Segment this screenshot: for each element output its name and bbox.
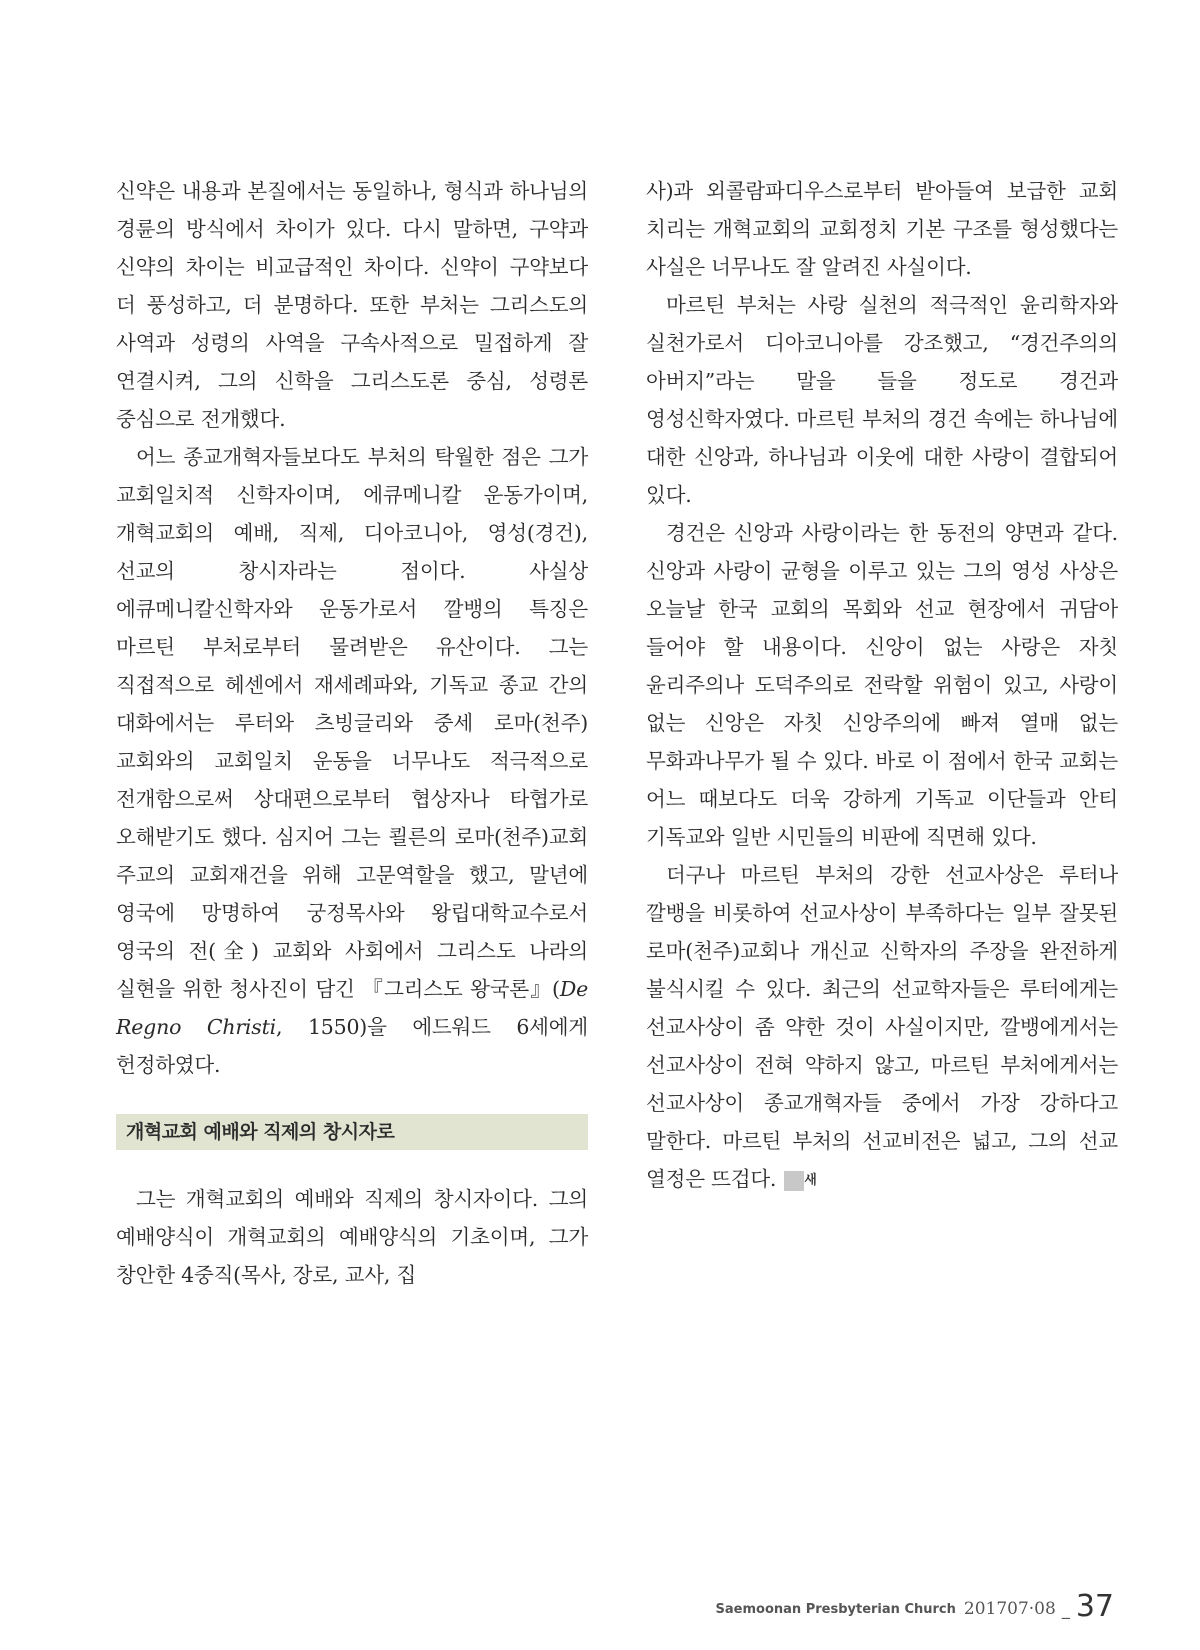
footer-separator: _ [1061,1600,1070,1619]
page-footer [715,1589,1114,1624]
paragraph-text: 신약은 내용과 본질에서는 동일하나, 형식과 하나님의 경륜의 방식에서 차이가 있다. 다시 말하면, 구약과 신약의 차이는 비교급적인 차이다. 신약이 구약보다 더 풍성하고, 더 분명하다. 또한 부처는 그리스도의 사역과 성령의 사역을 구속사적으로 밀접하게 잘 연결시켜, 그의 신학을 그리스도론 중심, 성령론 중심으로 전개했다. [116,179,588,431]
book-title-latin: De Regno Christi [116,977,588,1039]
paragraph-text: 경건은 신앙과 사랑이라는 한 동전의 양면과 같다. 신앙과 사랑이 균형을 이루고 있는 그의 영성 사상은 오늘날 한국 교회의 목회와 선교 현장에서 귀담아 들어야 할 내용이다. 신앙이 없는 사랑은 자칫 윤리주의나 도덕주의로 전락할 위험이 있고, 사랑이 없는 신앙은 자칫 신앙주의에 빠져 열매 없는 무화과나무가 될 수 있다. 바로 이 점에서 한국 교회는 어느 때보다도 더욱 강하게 기독교 이단들과 안티 기독교와 일반 시민들의 비판에 직면해 있다. [646,521,1118,849]
paragraph-text: 더구나 마르틴 부처의 강한 선교사상은 루터나 깔뱅을 비롯하여 선교사상이 부족하다는 일부 잘못된 로마(천주)교회나 개신교 신학자의 주장을 완전하게 불식시킬 수 있다. 최근의 선교학자들은 루터에게는 선교사상이 좀 약한 것이 사실이지만, 깔뱅에게서는 선교사상이 전혀 약하지 않고, 마르틴 부처에게서는 선교사상이 종교개혁자들 중에서 가장 강하다고 말한다. 마르틴 부처의 선교비전은 넓고, 그의 선교 열정은 뜨겁다. [646,863,1118,1191]
paragraph-text: , 1550)을 에드워드 6세에게 헌정하였다. [116,1015,588,1077]
left-column [116,172,588,1294]
paragraph [646,286,1118,514]
paragraph-text: 사)과 외콜람파디우스로부터 받아들여 보급한 교회 치리는 개혁교회의 교회정치 기본 구조를 형성했다는 사실은 너무나도 잘 알려진 사실이다. [646,179,1118,279]
footer-church-name: Saemoonan Presbyterian Church [715,1602,956,1617]
paragraph [646,172,1118,286]
right-column [646,172,1118,1198]
paragraph [646,514,1118,856]
page-number: 37 [1075,1589,1114,1624]
paragraph-text: 마르틴 부처는 사랑 실천의 적극적인 윤리학자와 실천가로서 디아코니아를 강조했고, “경건주의의 아버지”라는 말을 들을 정도로 경건과 영성신학자였다. 마르틴 부처의 경건 속에는 하나님에 대한 신앙과, 하나님과 이웃에 대한 사랑이 결합되어 있다. [646,293,1118,507]
paragraph [116,438,588,1084]
end-mark-icon: 새 [784,1171,804,1191]
paragraph [116,172,588,438]
paragraph-text: 어느 종교개혁자들보다도 부처의 탁월한 점은 그가 교회일치적 신학자이며, 에큐메니칼 운동가이며, 개혁교회의 예배, 직제, 디아코니아, 영성(경건), 선교의 창시자라는 점이다. 사실상 에큐메니칼신학자와 운동가로서 깔뱅의 특징은 마르틴 부처로부터 물려받은 유산이다. 그는 직접적으로 헤센에서 재세례파와, 기독교 종교 간의 대화에서는 루터와 츠빙글리와 중세 로마(천주)교회와의 교회일치 운동을 너무나도 적극적으로 전개함으로써 상대편으로부터 협상자나 타협가로 오해받기도 했다. 심지어 그는 쾰른의 로마(천주)교회 주교의 교회재건을 위해 고문역할을 했고, 말년에 영국에 망명하여 궁정목사와 왕립대학교수로서 영국의 전(全) 교회와 사회에서 그리스도 나라의 실현을 위한 청사진이 담긴 『그리스도 왕국론』( [116,445,588,1001]
footer-issue: 201707·08 [963,1599,1056,1619]
paragraph [646,856,1118,1198]
section-heading: 개혁교회 예배와 직제의 창시자로 [116,1114,588,1150]
paragraph [116,1180,588,1294]
paragraph-text: 그는 개혁교회의 예배와 직제의 창시자이다. 그의 예배양식이 개혁교회의 예배양식의 기초이며, 그가 창안한 4중직(목사, 장로, 교사, 집 [116,1187,588,1287]
